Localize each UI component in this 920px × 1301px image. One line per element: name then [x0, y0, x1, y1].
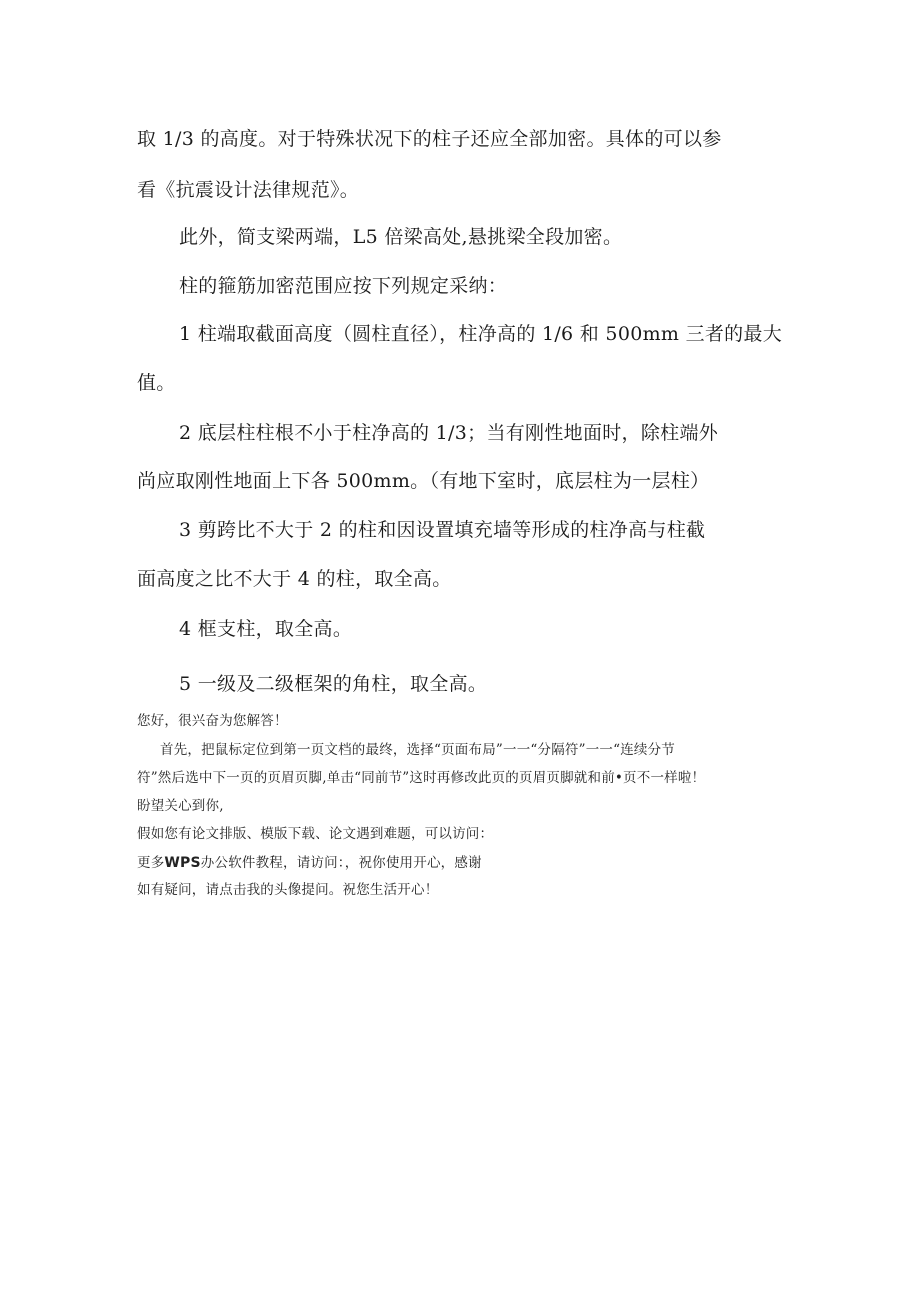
paragraph-line-11: 4 框支柱，取全高。 — [179, 618, 353, 640]
paragraph-line-5: 1 柱端取截面高度（圆柱直径），柱净高的 1/6 和 500mm 三者的最大 — [179, 323, 783, 345]
paragraph-line-7: 2 底层柱柱根不小于柱净高的 1/3；当有刚性地面时，除柱端外 — [179, 422, 719, 444]
paragraph-line-8: 尚应取刚性地面上下各 500mm。（有地下室时，底层柱为一层柱） — [137, 470, 710, 492]
paragraph-line-2: 看《抗震设计法律规范》。 — [137, 179, 360, 201]
note-wish: 盼望关心到你, — [137, 798, 224, 814]
note-tip: 假如您有论文排版、模版下载、论文遇到难题，可以访问： — [137, 826, 494, 842]
note-greeting: 您好，很兴奋为您解答！ — [137, 713, 288, 729]
note-question: 如有疑问，请点击我的头像提问。祝您生活开心！ — [137, 882, 439, 898]
wps-brand-text: WPS — [164, 855, 201, 871]
note-wps-prefix: 更多 — [137, 855, 165, 871]
paragraph-line-6: 值。 — [137, 372, 176, 394]
note-wps-suffix: 办公软件教程，请访问：，祝你使用开心，感谢 — [200, 855, 482, 871]
paragraph-line-9: 3 剪跨比不大于 2 的柱和因设置填充墙等形成的柱净高与柱截 — [179, 519, 706, 541]
note-instruction-line-2: 符”然后选中下一页的页眉页脚,单击“同前节”这时再修改此页的页眉页脚就和前•页不一样啦！ — [137, 770, 706, 786]
note-wps-line — [137, 856, 482, 871]
paragraph-line-3: 此外，简支梁两端，L5 倍梁高处,悬挑梁全段加密。 — [179, 226, 623, 248]
paragraph-line-1: 取 1/3 的高度。对于特殊状况下的柱子还应全部加密。具体的可以参 — [137, 128, 722, 150]
paragraph-line-12: 5 一级及二级框架的角柱，取全高。 — [179, 673, 488, 695]
note-instruction-line-1: 首先，把鼠标定位到第一页文档的最终，选择“页面布局”一一“分隔符”一一“连续分节 — [160, 742, 676, 758]
paragraph-line-4: 柱的箍筋加密范围应按下列规定采纳： — [179, 275, 508, 297]
paragraph-line-10: 面高度之比不大于 4 的柱，取全高。 — [137, 568, 452, 590]
